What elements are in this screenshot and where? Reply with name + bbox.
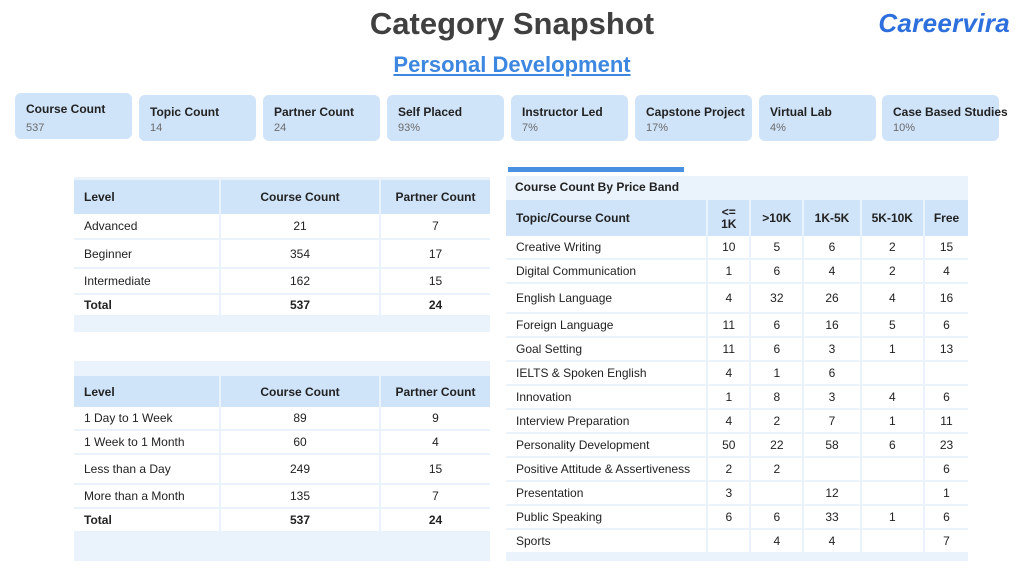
category-link[interactable]: Personal Development bbox=[393, 52, 631, 77]
row-label: Positive Attitude & Assertiveness bbox=[506, 458, 706, 482]
table-cell bbox=[923, 362, 968, 386]
table-cell: 4 bbox=[706, 284, 749, 314]
table-row bbox=[74, 509, 490, 533]
table-cell: 2 bbox=[749, 458, 802, 482]
kpi-label: Instructor Led bbox=[522, 105, 603, 119]
column-header[interactable]: Course Count bbox=[219, 180, 379, 214]
table-cell: 1 bbox=[706, 260, 749, 284]
table-row bbox=[506, 506, 968, 530]
table-cell: 1 bbox=[860, 506, 923, 530]
table-cell: 2 bbox=[860, 260, 923, 284]
kpi-value: 4% bbox=[770, 122, 786, 134]
row-label: Beginner bbox=[74, 240, 219, 269]
table-cell: 50 bbox=[706, 434, 749, 458]
table-cell: 6 bbox=[802, 236, 859, 260]
table-row bbox=[506, 314, 968, 338]
table-cell: 249 bbox=[219, 455, 379, 485]
table-row bbox=[506, 410, 968, 434]
table-cell: 15 bbox=[379, 269, 490, 295]
table-cell: 6 bbox=[749, 314, 802, 338]
kpi-card bbox=[882, 95, 1008, 141]
table-cell: 16 bbox=[923, 284, 968, 314]
table-cell: 60 bbox=[219, 431, 379, 455]
table-row bbox=[506, 362, 968, 386]
table-cell: 1 bbox=[749, 362, 802, 386]
column-header[interactable]: Course Count bbox=[219, 376, 379, 407]
table-cell: 5 bbox=[749, 236, 802, 260]
table-row bbox=[506, 482, 968, 506]
row-label: Public Speaking bbox=[506, 506, 706, 530]
column-header[interactable]: Level bbox=[74, 180, 219, 214]
kpi-value: 24 bbox=[274, 122, 287, 134]
kpi-value: 10% bbox=[893, 122, 916, 134]
column-header[interactable]: >10K bbox=[749, 200, 802, 236]
level-table bbox=[74, 180, 490, 317]
column-header[interactable]: Free bbox=[923, 200, 968, 236]
table-cell: 135 bbox=[219, 485, 379, 509]
table-cell: 7 bbox=[379, 485, 490, 509]
table-cell: 5 bbox=[860, 314, 923, 338]
table-cell: 11 bbox=[706, 338, 749, 362]
table-row bbox=[506, 338, 968, 362]
kpi-label: Case Based Studies bbox=[893, 105, 1008, 119]
kpi-label: Course Count bbox=[26, 102, 106, 116]
table-cell: 4 bbox=[379, 431, 490, 455]
column-header[interactable]: Topic/Course Count bbox=[506, 200, 706, 236]
table-row bbox=[74, 240, 490, 269]
table-cell bbox=[802, 458, 859, 482]
table-row bbox=[506, 260, 968, 284]
table-cell: 4 bbox=[802, 260, 859, 284]
table-row bbox=[506, 284, 968, 314]
table-cell: 6 bbox=[749, 260, 802, 284]
table-cell: 21 bbox=[219, 214, 379, 240]
price-band-accent-bar bbox=[508, 167, 684, 172]
row-label: Personality Development bbox=[506, 434, 706, 458]
table-row bbox=[74, 214, 490, 240]
column-header[interactable]: 5K-10K bbox=[860, 200, 923, 236]
kpi-label: Self Placed bbox=[398, 105, 463, 119]
kpi-card bbox=[759, 95, 876, 141]
kpi-card bbox=[511, 95, 628, 141]
table-row bbox=[74, 485, 490, 509]
table-cell: 26 bbox=[802, 284, 859, 314]
table-cell: 6 bbox=[706, 506, 749, 530]
table-cell: 6 bbox=[923, 314, 968, 338]
duration-table-panel bbox=[74, 361, 490, 561]
table-row bbox=[74, 455, 490, 485]
table-cell: 89 bbox=[219, 407, 379, 431]
table-cell: 10 bbox=[706, 236, 749, 260]
table-cell: 3 bbox=[802, 386, 859, 410]
table-cell: 4 bbox=[706, 410, 749, 434]
careervira-logo[interactable]: Careervira bbox=[878, 8, 1010, 38]
kpi-value: 93% bbox=[398, 122, 421, 134]
kpi-value: 537 bbox=[26, 122, 45, 134]
row-label: Total bbox=[74, 295, 219, 317]
table-cell: 4 bbox=[860, 284, 923, 314]
table-cell: 16 bbox=[802, 314, 859, 338]
kpi-label: Topic Count bbox=[150, 105, 220, 119]
table-cell: 9 bbox=[379, 407, 490, 431]
table-row bbox=[506, 236, 968, 260]
row-label: Foreign Language bbox=[506, 314, 706, 338]
table-cell: 33 bbox=[802, 506, 859, 530]
kpi-value: 7% bbox=[522, 122, 538, 134]
table-row bbox=[74, 407, 490, 431]
row-label: Innovation bbox=[506, 386, 706, 410]
page-title: Category Snapshot bbox=[369, 6, 655, 41]
level-table-panel bbox=[74, 177, 490, 332]
table-cell: 162 bbox=[219, 269, 379, 295]
table-cell: 1 bbox=[860, 410, 923, 434]
row-label: IELTS & Spoken English bbox=[506, 362, 706, 386]
table-cell: 15 bbox=[923, 236, 968, 260]
table-cell: 6 bbox=[749, 338, 802, 362]
table-cell: 32 bbox=[749, 284, 802, 314]
table-cell: 6 bbox=[860, 434, 923, 458]
row-label: Sports bbox=[506, 530, 706, 554]
table-cell: 537 bbox=[219, 509, 379, 533]
table-row bbox=[506, 458, 968, 482]
table-cell: 12 bbox=[802, 482, 859, 506]
row-label: Less than a Day bbox=[74, 455, 219, 485]
row-label: 1 Week to 1 Month bbox=[74, 431, 219, 455]
table-cell: 2 bbox=[860, 236, 923, 260]
table-cell: 7 bbox=[923, 530, 968, 554]
row-label: Total bbox=[74, 509, 219, 533]
table-cell: 11 bbox=[923, 410, 968, 434]
table-cell: 3 bbox=[706, 482, 749, 506]
table-cell: 4 bbox=[749, 530, 802, 554]
table-cell: 24 bbox=[379, 509, 490, 533]
duration-table bbox=[74, 376, 490, 533]
table-cell: 354 bbox=[219, 240, 379, 269]
table-cell: 6 bbox=[923, 506, 968, 530]
row-label: Digital Communication bbox=[506, 260, 706, 284]
table-cell: 22 bbox=[749, 434, 802, 458]
row-label: English Language bbox=[506, 284, 706, 314]
kpi-card bbox=[15, 93, 132, 139]
kpi-card bbox=[635, 95, 752, 141]
row-label: Interview Preparation bbox=[506, 410, 706, 434]
table-cell: 1 bbox=[706, 386, 749, 410]
row-label: Creative Writing bbox=[506, 236, 706, 260]
table-row bbox=[506, 434, 968, 458]
table-row bbox=[74, 295, 490, 317]
table-cell: 4 bbox=[860, 386, 923, 410]
row-label: 1 Day to 1 Week bbox=[74, 407, 219, 431]
table-cell: 2 bbox=[749, 410, 802, 434]
kpi-value: 14 bbox=[150, 122, 163, 134]
table-cell: 24 bbox=[379, 295, 490, 317]
table-row bbox=[506, 386, 968, 410]
column-header[interactable]: 1K-5K bbox=[802, 200, 859, 236]
row-label: Advanced bbox=[74, 214, 219, 240]
price-band-panel bbox=[506, 176, 968, 561]
table-cell: 17 bbox=[379, 240, 490, 269]
table-cell bbox=[749, 482, 802, 506]
table-cell: 15 bbox=[379, 455, 490, 485]
table-cell: 11 bbox=[706, 314, 749, 338]
row-label: Presentation bbox=[506, 482, 706, 506]
table-cell: 2 bbox=[706, 458, 749, 482]
table-cell bbox=[860, 530, 923, 554]
table-cell bbox=[706, 530, 749, 554]
row-label: More than a Month bbox=[74, 485, 219, 509]
table-row bbox=[506, 530, 968, 554]
table-cell: 13 bbox=[923, 338, 968, 362]
table-cell: 4 bbox=[923, 260, 968, 284]
kpi-label: Capstone Project bbox=[646, 105, 745, 119]
table-cell: 6 bbox=[923, 386, 968, 410]
kpi-label: Virtual Lab bbox=[770, 105, 832, 119]
table-cell: 23 bbox=[923, 434, 968, 458]
table-cell: 6 bbox=[802, 362, 859, 386]
column-header[interactable]: Partner Count bbox=[379, 180, 490, 214]
table-cell bbox=[860, 362, 923, 386]
kpi-card bbox=[263, 95, 380, 141]
row-label: Goal Setting bbox=[506, 338, 706, 362]
table-cell: 6 bbox=[923, 458, 968, 482]
table-cell: 4 bbox=[802, 530, 859, 554]
kpi-label: Partner Count bbox=[274, 105, 355, 119]
table-cell: 6 bbox=[749, 506, 802, 530]
column-header[interactable]: Partner Count bbox=[379, 376, 490, 407]
kpi-card bbox=[139, 95, 256, 141]
table-cell bbox=[860, 458, 923, 482]
table-cell: 3 bbox=[802, 338, 859, 362]
table-cell: 58 bbox=[802, 434, 859, 458]
table-cell: 1 bbox=[860, 338, 923, 362]
price-band-table bbox=[506, 200, 968, 554]
table-row bbox=[74, 269, 490, 295]
table-cell: 8 bbox=[749, 386, 802, 410]
table-row bbox=[74, 431, 490, 455]
column-header[interactable]: <= 1K bbox=[706, 200, 749, 236]
table-cell: 7 bbox=[802, 410, 859, 434]
table-cell: 7 bbox=[379, 214, 490, 240]
table-cell: 4 bbox=[706, 362, 749, 386]
table-cell: 1 bbox=[923, 482, 968, 506]
row-label: Intermediate bbox=[74, 269, 219, 295]
column-header[interactable]: Level bbox=[74, 376, 219, 407]
kpi-card bbox=[387, 95, 504, 141]
price-band-title: Course Count By Price Band bbox=[515, 180, 680, 194]
table-cell bbox=[860, 482, 923, 506]
kpi-value: 17% bbox=[646, 122, 669, 134]
table-cell: 537 bbox=[219, 295, 379, 317]
